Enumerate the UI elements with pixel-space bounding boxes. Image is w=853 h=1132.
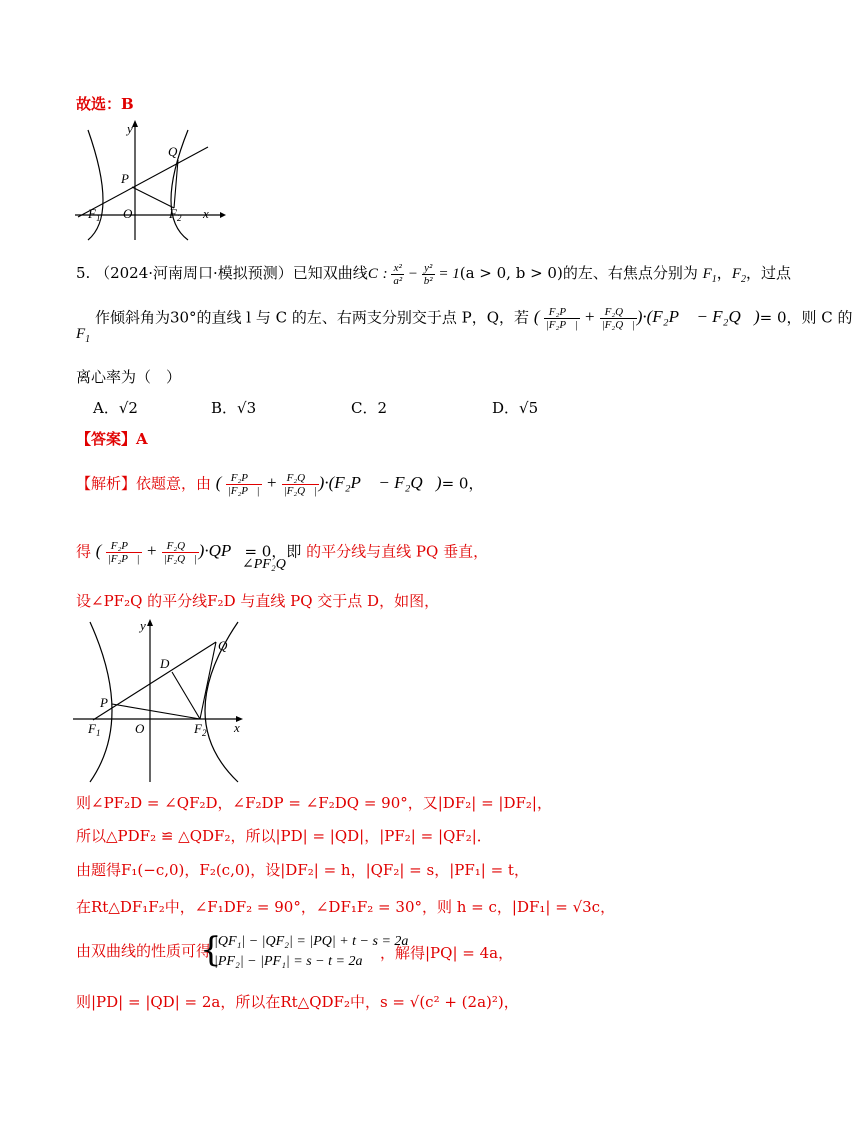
question-number: 5.: [76, 263, 91, 282]
foci-sep: ，: [716, 263, 732, 282]
analysis-line-3: 设∠PF₂Q 的平分线F₂D 与直线 PQ 交于点 D，如图，: [76, 592, 440, 610]
f1-inline: $F_1$: [702, 265, 717, 285]
analysis-l2-end: 的平分线与直线 PQ 垂直，: [306, 542, 489, 561]
analysis-l2-tail: = 0，即: [244, 542, 302, 561]
answer: 【答案】A: [76, 430, 148, 448]
segment-pf2: [132, 187, 174, 208]
system-brace: {: [200, 930, 222, 970]
y-axis-arrow: [132, 120, 138, 127]
f2-inline: $F_2$: [731, 265, 746, 285]
analysis-vector-2: ( $\frac{\text{F₂P⃗}}{\text{|F₂P⃗|}}$ + $\frac{\text{F₂Q⃗}}{\text{|F₂Q⃗|}}$ )·QP⃗: [95, 540, 245, 565]
previous-answer: 故选：B: [76, 95, 134, 113]
line2-b: = 0，则 C 的: [759, 308, 853, 327]
x-label: x: [203, 206, 209, 221]
y-axis-arrow: [147, 619, 153, 626]
analysis-line-8: 则|PD| = |QD| = 2a，所以在Rt△QDF₂中，s = √(c² + (2a)²)，: [76, 993, 519, 1011]
origin-label: O: [123, 206, 133, 221]
x-label: x: [234, 720, 240, 735]
question-line-1: [76, 262, 791, 289]
analysis-system-tail: ，解得|PQ| = 4a，: [380, 944, 514, 962]
segment-pf2: [112, 704, 200, 719]
point-q-label: Q: [168, 144, 178, 159]
line2-a: 作倾斜角为30°的直线 l 与 C 的左、右两支分别交于点 P，Q，若: [94, 308, 530, 327]
system-eq-1: |QF₁| − |QF₂| = |PQ| + t − s = 2a: [214, 934, 409, 949]
analysis-line-6: 由题得F₁(−c,0)，F₂(c,0)，设|DF₂| = h，|QF₂| = s，|PF₁| = t，: [76, 861, 529, 879]
analysis-line-7: 在Rt△DF₁F₂中，∠F₁DF₂ = 90°，∠DF₁F₂ = 30°，则 h = c，|DF₁| = √3c，: [76, 898, 616, 916]
question-source: （2024·河南周口·模拟预测）已知双曲线: [95, 263, 368, 282]
option-a[interactable]: A．√2: [93, 399, 138, 417]
hyperbola-figure-1: [70, 115, 230, 245]
analysis-vector-1: ( $\frac{\text{F₂P⃗}}{\text{|F₂P⃗|}}$ + $\frac{\text{F₂Q⃗}}{\text{|F₂Q⃗|}}$ )·(F₂P⃗ − F₂Q⃗): [215, 472, 442, 497]
angle-below: ∠PF₂Q: [242, 557, 286, 572]
y-label: y: [140, 618, 146, 633]
point-p-label: P: [121, 171, 129, 186]
point-p-label: P: [100, 695, 108, 710]
analysis-line-5: 所以△PDF₂ ≌ △QDF₂，所以|PD| = |QD|，|PF₂| = |QF₂|．: [76, 827, 492, 845]
line-pq: [93, 642, 216, 720]
segment-df2: [172, 672, 200, 719]
f2-label: $F_2$: [194, 721, 207, 738]
f2-label: $F_2$: [169, 206, 182, 223]
system-eq-2: |PF₂| − |PF₁| = s − t = 2a: [214, 954, 363, 969]
analysis-line-1: [76, 472, 483, 497]
hyperbola-equation: : $\frac{\text{x²}}{\text{a²}}$ − $\frac{\text{y²}}{\text{b²}}$ = 1: [382, 262, 460, 287]
option-c[interactable]: C．2: [351, 399, 388, 417]
f1-start: $F_1$: [76, 326, 91, 346]
hyperbola-figure-2: [68, 612, 258, 787]
option-d[interactable]: D．√5: [492, 399, 539, 417]
analysis-line-4: 则∠PF₂D = ∠QF₂D，∠F₂DP = ∠F₂DQ = 90°，又|DF₂| = |DF₂|，: [76, 794, 552, 812]
f1-label: $F_1$: [88, 721, 101, 738]
left-branch: [88, 130, 103, 240]
analysis-eq1-tail: = 0，: [441, 474, 484, 493]
analysis-system-head: 由双曲线的性质可得: [76, 942, 212, 960]
question-line-2: [76, 306, 853, 346]
y-label: y: [127, 121, 133, 136]
question-line-3: 离心率为（ ）: [76, 368, 182, 386]
line1-end: ，过点: [745, 263, 791, 282]
origin-label: O: [135, 721, 145, 736]
point-q-label: Q: [218, 638, 228, 653]
f1-label: $F_1$: [88, 206, 101, 223]
point-d-label: D: [160, 656, 170, 671]
line-l: [78, 147, 208, 217]
segment-qf2: [200, 642, 216, 719]
hyperbola-condition: (a > 0, b > 0): [459, 263, 563, 282]
curve-var: C: [367, 265, 378, 282]
option-b[interactable]: B．√3: [211, 399, 257, 417]
vector-expression: ( $\frac{\text{F₂P⃗}}{\text{|F₂P⃗|}}$ + $\frac{\text{F₂Q⃗}}{\text{|F₂Q⃗|}}$ )·(F₂P⃗ − F₂Q⃗): [533, 306, 760, 331]
analysis-l2-head: 得: [76, 542, 92, 561]
analysis-head: 【解析】依题意，由: [76, 474, 212, 493]
line1-tail: 的左、右焦点分别为: [562, 263, 698, 282]
x-axis-arrow: [220, 212, 226, 218]
